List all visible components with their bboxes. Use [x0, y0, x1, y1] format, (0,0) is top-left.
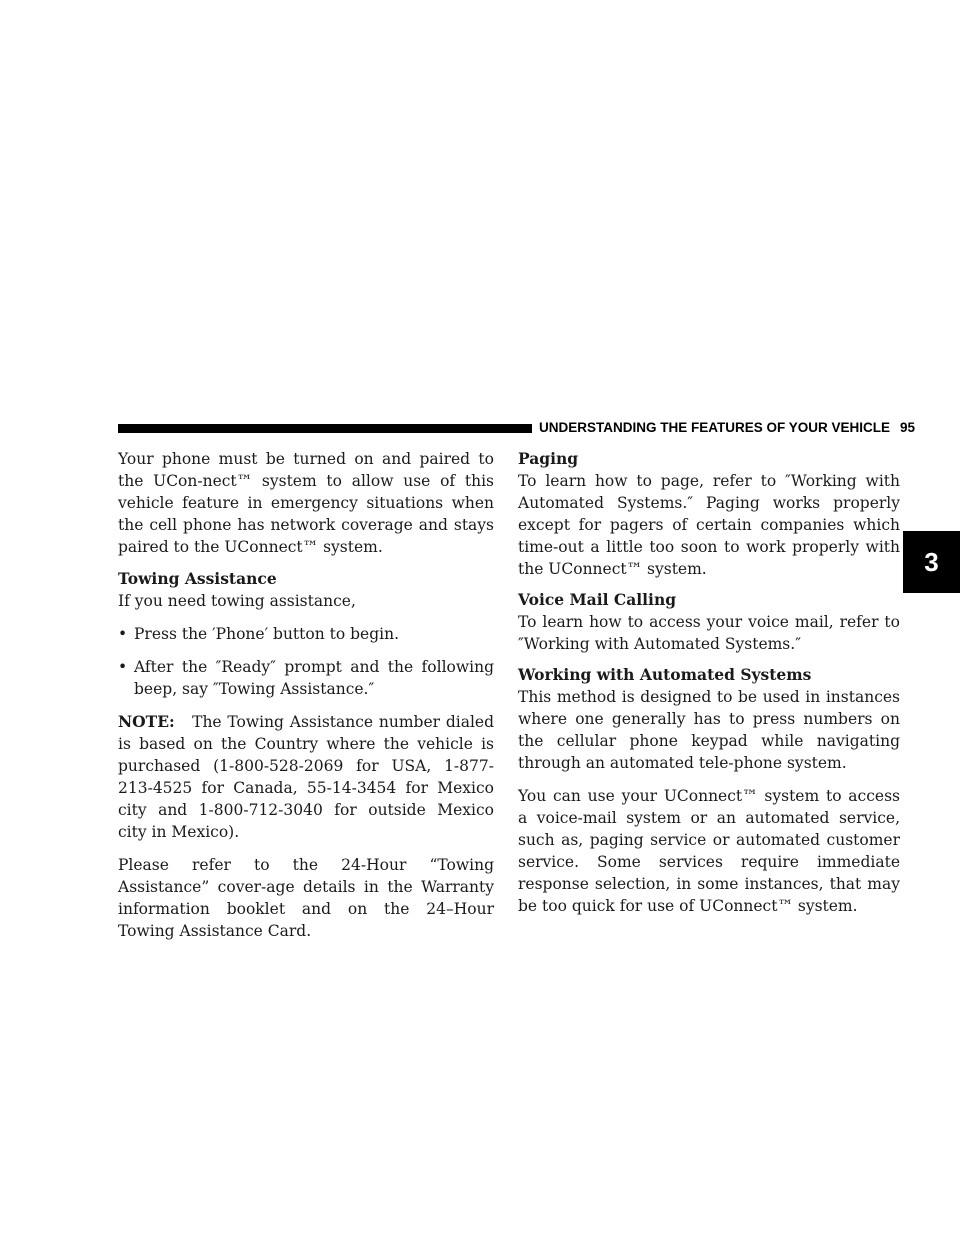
chapter-tab: 3	[903, 531, 960, 593]
voice-mail-paragraph: To learn how to access your voice mail, refer to ″Working with Automated Systems.″	[518, 613, 900, 653]
list-item-text: After the ″Ready″ prompt and the following beep, say ″Towing Assistance.″	[134, 658, 494, 698]
list-item	[118, 623, 494, 645]
note-text: The Towing Assistance number dialed is based on the Country where the vehicle is purchased (1-800-528-2069 for USA, 1-877-213-4525 for Canada, 55-14-3454 for Mexico city and 1-800-712-3040 for outside Mexico city in Mexico).	[118, 713, 494, 841]
automated-systems-heading: Working with Automated Systems	[518, 665, 812, 684]
list-item-text: Press the ′Phone′ button to begin.	[134, 625, 399, 643]
bullet-icon: •	[118, 658, 128, 676]
towing-intro: If you need towing assistance,	[118, 592, 356, 610]
note-label: NOTE:	[118, 712, 175, 731]
automated-systems-paragraph: This method is designed to be used in instances where one generally has to press numbers on the cellular phone keypad while navigating through an automated tele-phone system.	[518, 688, 900, 772]
paging-heading: Paging	[518, 449, 579, 468]
closing-paragraph: Please refer to the 24-Hour “Towing Assistance” cover-age details in the Warranty information booklet and on the 24–Hour Towing Assistance Card.	[118, 856, 494, 940]
automated-systems-paragraph-2: You can use your UConnect™ system to access a voice-mail system or an automated service, such as, paging service or automated customer service. Some services require immediate response selection, in some instances, that may be too quick for use of UConnect™ system.	[518, 787, 900, 915]
towing-steps-list	[118, 623, 494, 700]
paging-paragraph: To learn how to page, refer to ″Working with Automated Systems.″ Paging works properly except for pagers of certain companies which time-out a little too soon to work properly with the UConnect™ system.	[518, 472, 900, 578]
right-column	[518, 448, 900, 917]
header-rule	[118, 424, 532, 433]
left-column	[118, 448, 494, 942]
intro-paragraph: Your phone must be turned on and paired to the UCon-nect™ system to allow use of this vehicle feature in emergency situations when the cell phone has network coverage and stays paired to the UConnect™ system.	[118, 450, 494, 556]
note-paragraph	[118, 711, 494, 843]
page-number: 95	[900, 420, 916, 435]
list-item	[118, 656, 494, 700]
towing-assistance-heading: Towing Assistance	[118, 569, 277, 588]
voice-mail-heading: Voice Mail Calling	[518, 590, 677, 609]
bullet-icon: •	[118, 625, 128, 643]
running-header	[539, 420, 915, 436]
section-title: UNDERSTANDING THE FEATURES OF YOUR VEHICLE	[539, 420, 891, 435]
